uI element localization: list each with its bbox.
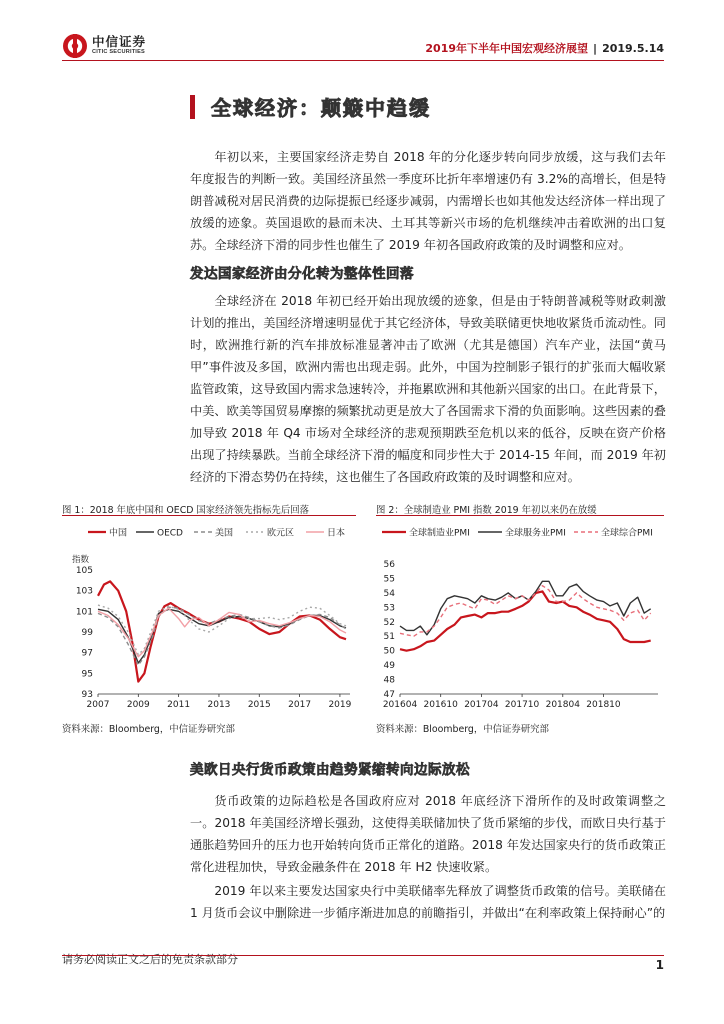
figure1-title: 图 1：2018 年底中国和 OECD 国家经济领先指标先后回落 bbox=[62, 505, 309, 516]
legend-entry bbox=[478, 527, 566, 539]
report-title bbox=[425, 40, 664, 56]
figure2-rule bbox=[376, 515, 664, 516]
page-number: 1 bbox=[655, 958, 664, 972]
x-tick-label: 2013 bbox=[207, 700, 231, 710]
title-separator: | bbox=[593, 42, 598, 55]
y-tick-label: 47 bbox=[383, 690, 395, 700]
y-tick-label: 56 bbox=[383, 560, 395, 570]
header-rule bbox=[62, 60, 664, 61]
x-tick-label: 2007 bbox=[86, 700, 110, 710]
y-tick-label: 99 bbox=[81, 628, 93, 638]
footer-rule bbox=[62, 955, 664, 956]
y-tick-label: 95 bbox=[81, 669, 93, 680]
series-line bbox=[98, 608, 346, 657]
legend-label: 欧元区 bbox=[267, 528, 295, 539]
y-tick-label: 101 bbox=[75, 607, 93, 618]
figure1-rule bbox=[62, 515, 356, 516]
series-line bbox=[98, 605, 346, 655]
x-tick-label: 2019 bbox=[328, 700, 352, 710]
series-line bbox=[400, 581, 651, 635]
legend-label: 中国 bbox=[109, 528, 128, 539]
legend-label: 全球制造业PMI bbox=[409, 528, 470, 539]
section-heading bbox=[190, 92, 431, 121]
x-tick-label: 201604 bbox=[382, 700, 418, 710]
subheading-monetary-policy: 美欧日央行货币政策由趋势紧缩转向边际放松 bbox=[190, 762, 470, 778]
legend-label: 日本 bbox=[327, 528, 346, 539]
y-tick-label: 52 bbox=[383, 617, 395, 628]
legend-label: 全球综合PMI bbox=[601, 528, 653, 539]
citic-logo-icon bbox=[62, 33, 88, 59]
legend-entry bbox=[88, 527, 127, 539]
logo-chinese-name: 中信证券 bbox=[92, 33, 147, 49]
figure1-source: 资料来源：Bloomberg，中信证券研究部 bbox=[62, 724, 235, 735]
y-tick-label: 48 bbox=[383, 675, 395, 686]
y-tick-label: 97 bbox=[81, 648, 93, 659]
legend-entry bbox=[136, 529, 183, 539]
x-tick-label: 201810 bbox=[586, 700, 621, 710]
paragraph-global-slowdown: 全球经济在 2018 年初已经开始出现放缓的迹象，但是由于特朗普减税等财政刺激计划的推出，美国经济增速明显优于其它经济体，导致美联储更快地收紧货币流动性。同时，欧洲推行新的汽车排放标准显著冲击了欧洲（尤其是德国）汽车产业，法国“黄马甲”事件波及多国，欧洲内需也出现走弱。此外，中国为控制影子银行的扩张而大幅收紧监管政策，这导致国内需求急速转冷，并拖累欧洲和其他新兴国家的出口。在此背景下，中美、欧美等国贸易摩擦的频繁扰动更是放大了各国需求下滑的负面影响。这些因素的叠加导致 2018 年 Q4 市场对全球经济的悲观预期跌至危机以来的低谷，反映在资产价格出现了持续暴跌。当前全球经济下滑的幅度和同步性大于 2014-15 年间，而 2019 年初经济的下滑态势仍在持续，这也催生了各国政府政策的及时调整和应对。 bbox=[190, 294, 666, 484]
x-tick-label: 201610 bbox=[423, 700, 458, 710]
y-tick-label: 93 bbox=[81, 690, 93, 700]
series-line bbox=[400, 586, 651, 637]
y-tick-label: 53 bbox=[383, 603, 395, 614]
legend-entry bbox=[306, 527, 345, 539]
y-tick-label: 51 bbox=[383, 632, 395, 643]
paragraph-fed-signal: 2019 年以来主要发达国家央行中美联储率先释放了调整货币政策的信号。美联储在 1 月货币会议中删除进一步循序渐进加息的前瞻指引，并做出“在利率政策上保持耐心”的 bbox=[190, 884, 666, 920]
report-name: 2019年下半年中国宏观经济展望 bbox=[425, 42, 589, 55]
y-axis-label: 指数 bbox=[72, 555, 90, 565]
citic-logo bbox=[62, 33, 146, 59]
y-tick-label: 103 bbox=[75, 586, 93, 597]
report-date: 2019.5.14 bbox=[602, 42, 664, 55]
section-title: 全球经济：颠簸中趋缓 bbox=[211, 96, 431, 120]
x-tick-label: 2009 bbox=[126, 700, 150, 710]
figure2-chart bbox=[376, 518, 664, 718]
section-marker bbox=[190, 95, 195, 119]
legend-label: 美国 bbox=[215, 528, 234, 539]
y-tick-label: 49 bbox=[383, 661, 395, 672]
legend-entry bbox=[382, 527, 470, 539]
paragraph-intro: 年初以来，主要国家经济走势自 2018 年的分化逐步转向同步放缓，这与我们去年年度报告的判断一致。美国经济虽然一季度环比折年率增速仍有 3.2%的高增长，但是特朗普减税对居民消费的边际提振已经逐步减弱，内需增长也如其他发达经济体一样出现了放缓的迹象。英国退欧的悬而未决、土耳其等新兴市场的危机继续冲击着欧洲的出口复苏。全球经济下滑的同步性也催生了 2019 年初各国政府政策的及时调整和应对。 bbox=[190, 150, 666, 252]
disclaimer-note: 请务必阅读正文之后的免责条款部分 bbox=[62, 953, 238, 966]
figure1-chart bbox=[62, 518, 356, 718]
x-tick-label: 201704 bbox=[464, 700, 499, 710]
x-tick-label: 2017 bbox=[288, 700, 312, 710]
y-tick-label: 55 bbox=[383, 574, 395, 585]
page-header bbox=[0, 0, 724, 70]
series-line bbox=[98, 581, 346, 681]
subheading-developed-economies: 发达国家经济由分化转为整体性回落 bbox=[190, 266, 414, 282]
legend-entry bbox=[194, 527, 233, 539]
x-tick-label: 2015 bbox=[247, 700, 271, 710]
paragraph-monetary-easing: 货币政策的边际趋松是各国政府应对 2018 年底经济下滑所作的及时政策调整之一。2018 年美国经济增长强劲，这使得美联储加快了货币紧缩的步伐，而欧日央行基于通胀趋势回升的压力也开始转向货币正常化的道路。2018 年发达国家央行的货币政策正常化进程加快，导致金融条件在 2018 年 H2 快速收紧。 bbox=[190, 794, 666, 874]
legend-label: 全球服务业PMI bbox=[505, 528, 566, 539]
y-tick-label: 54 bbox=[383, 588, 395, 599]
figure2-title: 图 2：全球制造业 PMI 指数 2019 年初以来仍在放缓 bbox=[376, 505, 597, 516]
figure2-source: 资料来源：Bloomberg，中信证券研究部 bbox=[376, 724, 549, 735]
y-tick-label: 50 bbox=[383, 646, 395, 657]
y-tick-label: 105 bbox=[75, 566, 93, 576]
legend-label: OECD bbox=[157, 528, 183, 539]
logo-english-name: CITIC SECURITIES bbox=[92, 49, 145, 56]
legend-entry bbox=[574, 527, 653, 539]
x-tick-label: 201804 bbox=[545, 700, 580, 710]
legend-entry bbox=[246, 527, 294, 539]
x-tick-label: 201710 bbox=[504, 700, 540, 710]
x-tick-label: 2011 bbox=[167, 700, 191, 710]
